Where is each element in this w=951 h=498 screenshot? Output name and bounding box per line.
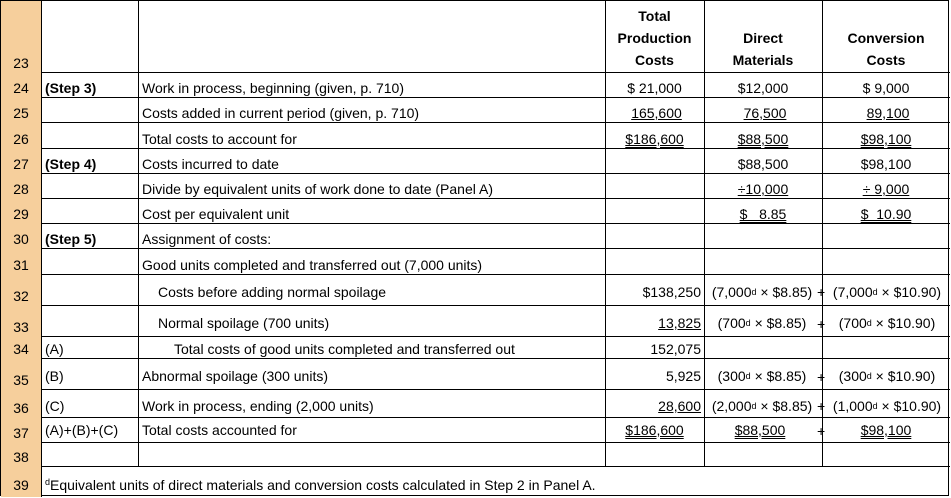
conversion-costs-cell: $98,100 (860, 156, 912, 172)
step-label: (C) (45, 398, 65, 414)
total-cost-cell: 5,925 (665, 368, 701, 384)
plus-sign: + (817, 398, 826, 414)
row-number: 25 (13, 105, 29, 121)
spreadsheet-row (1, 73, 950, 98)
spreadsheet-row (1, 337, 950, 359)
spreadsheet-row (1, 418, 950, 443)
spreadsheet-row (1, 249, 950, 275)
conversion-costs-formula: (300 $^d$ × $10.90) (838, 368, 936, 384)
direct-materials-formula: (7,000 $^d$ × $8.85) (711, 284, 813, 300)
description-cell: Work in process, ending (2,000 units) (142, 398, 374, 414)
conversion-costs-cell: $ 10.90 (860, 206, 912, 222)
row-number: 30 (13, 231, 29, 247)
step-label: (A) (45, 341, 64, 357)
row-number: 24 (13, 80, 29, 96)
description-cell: Divide by equivalent units of work done to date (Panel A) (142, 181, 493, 197)
direct-materials-cell: ÷10,000 (737, 181, 789, 197)
plus-sign: + (817, 423, 826, 439)
description-cell: Assignment of costs: (142, 231, 272, 247)
row-number: 26 (13, 131, 29, 147)
direct-materials-cell: $88,500 (734, 422, 786, 438)
direct-materials-cell: 76,500 (743, 105, 787, 121)
row-number: 23 (13, 55, 29, 71)
spreadsheet-row (1, 390, 950, 418)
row-number: 28 (13, 181, 29, 197)
conversion-costs-formula: (7,000 $^d$ × $10.90) (832, 284, 942, 300)
conversion-costs-cell: ÷ 9,000 (862, 181, 910, 197)
direct-materials-formula: (700 $^d$ × $8.85) (717, 315, 807, 331)
spreadsheet-row (1, 359, 950, 390)
plus-sign: + (817, 369, 826, 385)
total-cost-cell: 13,825 (658, 315, 701, 331)
conversion-costs-cell: $98,100 (860, 422, 912, 438)
description-cell: Total costs of good units completed and transferred out (174, 341, 515, 357)
row-number: 29 (13, 206, 29, 222)
step-label: (Step 4) (45, 156, 97, 172)
row-number: 33 (13, 319, 29, 335)
total-cost-cell: $186,600 (625, 131, 684, 147)
step-label: (A)+(B)+(C) (45, 422, 119, 438)
description-cell: Abnormal spoilage (300 units) (142, 368, 328, 384)
row-number: 27 (13, 156, 29, 172)
spreadsheet-row (1, 199, 950, 224)
spreadsheet-row (1, 306, 950, 337)
description-cell: Total costs accounted for (142, 422, 297, 438)
spreadsheet-row (1, 467, 950, 495)
step-label: (B) (45, 368, 64, 384)
conversion-costs-cell: $98,100 (860, 131, 912, 147)
description-cell: Costs added in current period (given, p. 710) (142, 105, 420, 121)
spreadsheet-row (1, 174, 950, 199)
description-cell: Cost per equivalent unit (142, 206, 290, 222)
row-number: 35 (13, 372, 29, 388)
direct-materials-cell: $88,500 (737, 131, 789, 147)
spreadsheet-row (1, 224, 950, 249)
row-number: 39 (13, 477, 29, 493)
plus-sign: + (817, 316, 826, 332)
row-number: 38 (13, 449, 29, 465)
spreadsheet-row (1, 123, 950, 149)
row-number: 36 (13, 400, 29, 416)
spreadsheet-row (1, 149, 950, 174)
header-total-production-costs: Total Production Costs (617, 8, 692, 68)
total-cost-cell: 165,600 (631, 105, 682, 121)
direct-materials-cell: $12,000 (737, 80, 789, 96)
header-direct-materials: Direct Materials (732, 30, 794, 68)
header-conversion-costs: Conversion Costs (847, 30, 925, 68)
spreadsheet-row (1, 98, 950, 123)
conversion-costs-formula: (1,000 $^d$ × $10.90) (832, 398, 942, 414)
direct-materials-cell: $88,500 (737, 156, 789, 172)
step-label: (Step 3) (45, 80, 97, 96)
row-number: 37 (13, 425, 29, 441)
spreadsheet-row (1, 275, 950, 306)
description-cell: Work in process, beginning (given, p. 710) (142, 80, 404, 96)
conversion-costs-cell: 89,100 (866, 105, 910, 121)
spreadsheet-row (1, 1, 950, 73)
total-cost-cell: $ 21,000 (627, 80, 682, 96)
plus-sign: + (817, 284, 826, 300)
total-cost-cell: $138,250 (642, 284, 701, 300)
total-cost-cell: $186,600 (625, 422, 684, 438)
description-cell: Good units completed and transferred out (7,000 units) (142, 257, 483, 273)
description-cell: Costs before adding normal spoilage (158, 284, 387, 300)
direct-materials-formula: (2,000 $^d$ × $8.85) (711, 398, 813, 414)
step-label: (Step 5) (45, 231, 97, 247)
spreadsheet-row (1, 443, 950, 467)
total-cost-cell: 28,600 (658, 398, 701, 414)
total-cost-cell: 152,075 (650, 341, 701, 357)
direct-materials-cell: $ 8.85 (739, 206, 787, 222)
direct-materials-formula: (300 $^d$ × $8.85) (717, 368, 807, 384)
footnote: $^d$ Equivalent units of direct materials and conversion costs calculated in Step 2 in Panel A. (45, 477, 596, 493)
conversion-costs-cell: $ 9,000 (862, 80, 910, 96)
description-cell: Total costs to account for (142, 131, 297, 147)
row-number: 34 (13, 341, 29, 357)
row-number: 32 (13, 288, 29, 304)
description-cell: Normal spoilage (700 units) (158, 315, 330, 331)
row-number: 31 (13, 257, 29, 273)
conversion-costs-formula: (700 $^d$ × $10.90) (838, 315, 936, 331)
description-cell: Costs incurred to date (142, 156, 279, 172)
